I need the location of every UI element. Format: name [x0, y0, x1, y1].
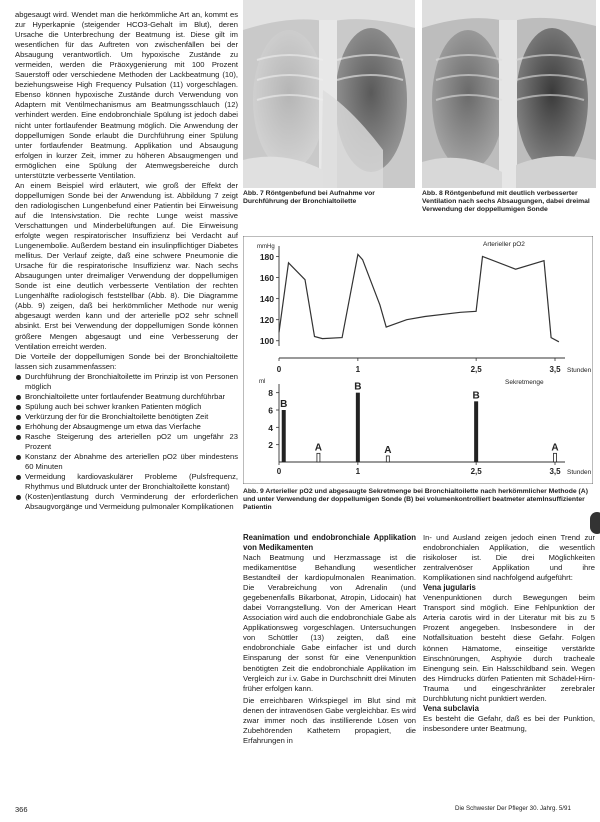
paragraph: abgesaugt wird. Wendet man die herkömmliche Art an, kommt es zur Hyperkapnie (steigender HCO3-Gehalt im Blut), deren Ursache die Unterbrechung der Beatmung ist. Diese gilt im wesentlichen für das Auftreten von zwischenfällen bei der Absaugung verantwortlich. Um hypoxische Zustände zu vermeiden, werden die Präoxygenierung mit 100 Prozent Sauerstoff oder verschiedene Methoden der Lackbeatmung (10), beziehungsweise High Frequency Pulsation (11) vorgeschlagen. Ebenso können hypoxische Zustände durch Verwendung von Adaptern mit Ventilmechanismus am Beatmungsschlauch (12) verhindert werden. Eine endobronchiale Spülung ist jedoch dabei nicht unter fortlaufender Beatmung möglich. Die Anwendung der doppellumigen Sonde erlaubt die Durchführung einer Spülung unter fortlaufender Beatmung. Applikation und Absaugung erfolgen in kurzer Zeit, immer zu höheren Absaugmengen und ermöglichen eine Spülung der Atemwegsbereiche durch unterstützte verbesserte Ventilation.: [15, 10, 238, 180]
bar-label: A: [384, 444, 392, 456]
bar-label: A: [314, 442, 323, 454]
subheading-vena-jugularis: Vena jugularis: [423, 583, 476, 593]
paragraph: Die erreichbaren Wirkspiegel im Blut sind mit denen der intravenösen Gabe vergleichbar. Es wird zwar immer noch das instillierende Lösen von Zubehörenden Kathetern propagiert, die Erfahrungen in: [243, 695, 416, 745]
list-item: Erhöhung der Absaugmenge um etwa das Vierfache: [15, 422, 238, 432]
x-tick-label-po2: 2,5: [470, 365, 482, 374]
subheading-vena-subclavia: Vena subclavia: [423, 703, 479, 713]
bar-method-a: [554, 453, 557, 462]
paragraph: Es besteht die Gefahr, daß es bei der Punktion, insbesondere unter Beatmung,: [423, 713, 595, 733]
annotation-secretion: Sekretmenge: [505, 379, 544, 386]
x-axis-label-po2: Stunden: [567, 367, 592, 374]
y-tick-label-secretion: 6: [268, 405, 273, 416]
paragraph: In- und Ausland zeigen jedoch einen Trend zur endobronchialen Applikation, die wesentlich risikoloser ist. Die drei Möglichkeiten zentralvenöser Applikation und ihre Komplikationen sind nachfolgend aufgeführt:: [423, 533, 595, 583]
list-item: Vermeidung kardiovaskulärer Probleme (Pulsfrequenz, Rhythmus und Blutdruck unter der Bronchialtoilette konstant): [15, 472, 238, 492]
figure-9-chart: [243, 236, 593, 484]
left-text-column: [15, 10, 238, 512]
x-tick-label-po2: 0: [276, 365, 282, 374]
chart-svg: [243, 236, 593, 484]
x-tick-label-po2: 1: [355, 365, 361, 374]
list-item: Bronchialtoilette unter fortlaufender Beatmung durchführbar: [15, 392, 238, 402]
y-tick-label-po2: 120: [259, 315, 274, 326]
y-tick-label-po2: 180: [259, 252, 274, 263]
y-tick-label-secretion: 2: [268, 440, 273, 451]
paragraph: Nach Beatmung und Herzmassage ist die medikamentöse Behandlung wesentlicher Bestandteil der kardiopulmonalen Reanimation. Die Verabreichung von Adrenalin (und gegebenenfalls Bikarbonat, Atropin, Lidocain) hat dabei Vorrangstellung. Von der American Heart Association wird auch die endobronchiale Gabe als Applikationsweg vorgeschlagen. Untersuchungen von Schüttler (13) zeigten, daß eine endobronchiale Gabe einfacher ist und durch Einsparung der sonst für eine Venenpunktion benötigten Zeit die endobronchiale Applikation im Vergleich zur i.v. Gabe in Durchschnitt drei Minuten früher erfolgen kann.: [243, 553, 416, 693]
xray-image-fig8: [422, 0, 596, 188]
bar-method-b: [282, 410, 286, 462]
figure-7-caption: Abb. 7 Röntgenbefund bei Aufnahme vor Durchführung der Bronchialtoilette: [243, 190, 375, 206]
x-tick-label-po2: 3,5: [549, 365, 561, 374]
bar-label: B: [472, 390, 480, 402]
y-tick-label-po2: 100: [259, 336, 274, 347]
figure-8-caption: Abb. 8 Röntgenbefund mit deutlich verbesserter Ventilation nach sechs Absaugungen, dabei dreimal Verwendung der doppellumigen Sonde: [422, 190, 590, 214]
bar-method-a: [317, 453, 320, 462]
xray-image-fig7: [243, 0, 415, 188]
list-item: Spülung auch bei schwer kranken Patienten möglich: [15, 402, 238, 412]
annotation-po2: Arterieller pO2: [483, 241, 525, 248]
list-item: (Kosten)entlastung durch Verminderung der erforderlichen Absaugvorgänge und Vermeidung pulmonaler Komplikationen: [15, 492, 238, 512]
paragraph: An einem Beispiel wird erläutert, wie groß der Effekt der doppellumigen Sonde bei der Anwendung ist. Abbildung 7 zeigt den radiologischen Lungenbefund einer Patientin bei Einweisung auf die Intensivstation. Die rechte Lunge weist massive Verschattungen und Minderbelüftungen auf. Die Einweisung erfolgte wegen respiratorischer Insuffizienz bei Verdacht auf Lungenembolie. Außerdem bestand ein insulinpflichtiger Diabetes mellitus. Der Verlauf zeigte, daß eine schwere Pneumonie die Ursache für die respiratorische Insuffizienz war. Nach sechs Absaugungen unter dreimaliger Verwendung der doppellumigen Sonde ist eine deutlich verbesserte Ventilation der rechten Lungenhälfte radiologisch feststellbar (Abb. 8). Die Diagramme (Abb. 9) zeigen, daß bei herkömmlicher Methode nur wenig abgesaugt werden kann und der arterielle pO2 sehr schnell absinkt. Erst bei Verwendung der doppellumigen Sonde können größere Mengen abgesaugt und eine Verbesserung der Ventilation erreicht werden.: [15, 180, 238, 351]
list-item: Durchführung der Bronchialtoilette im Prinzip ist von Personen möglich: [15, 372, 238, 392]
x-tick-label-secretion: 3,5: [549, 467, 561, 476]
bar-method-b: [474, 401, 478, 462]
page-number: 366: [15, 805, 28, 814]
y-axis-label-po2: mmHg: [257, 244, 275, 250]
x-axis-label-secretion: Stunden: [567, 469, 592, 476]
bar-label: B: [354, 381, 362, 393]
bar-label: B: [280, 399, 288, 410]
y-tick-label-po2: 160: [259, 273, 274, 284]
advantages-list: [15, 372, 238, 513]
y-tick-label-secretion: 4: [268, 422, 273, 433]
middle-text-column: [243, 533, 416, 746]
list-item: Rasche Steigerung des arteriellen pO2 um ungefähr 23 Prozent: [15, 432, 238, 452]
journal-footer: Die Schwester Der Pfleger 30. Jahrg. 5/91: [455, 805, 571, 812]
x-tick-label-secretion: 0: [276, 467, 282, 476]
figure-9-caption: Abb. 9 Arterieller pO2 und abgesaugte Sekretmenge bei Bronchialtoilette nach herkömmlicher Methode (A) und unter Verwendung der doppellumigen Sonde (B) bei volumenkontrolliert beatmeter atemInsuffizienter Patientin: [243, 488, 588, 512]
list-item: Konstanz der Abnahme des arteriellen pO2 über mindestens 60 Minuten: [15, 452, 238, 472]
x-tick-label-secretion: 1: [355, 467, 361, 476]
paragraph: Die Vorteile der doppellumigen Sonde bei der Bronchialtoilette lassen sich zusammenfassen:: [15, 351, 238, 371]
list-item: Verkürzung der für die Bronchialtoilette benötigten Zeit: [15, 412, 238, 422]
y-tick-label-po2: 140: [259, 294, 274, 305]
right-text-column: [423, 533, 595, 734]
bar-method-b: [356, 393, 360, 462]
section-heading: Reanimation und endobronchiale Applikation von Medikamenten: [243, 533, 416, 552]
x-tick-label-secretion: 2,5: [470, 467, 482, 476]
bar-label: A: [551, 442, 559, 454]
page-edge-tab: [590, 512, 600, 534]
y-axis-label-secretion: ml: [259, 379, 266, 385]
paragraph: Venenpunktionen durch Bewegungen beim Transport sind möglich. Eine Fehlpunktion der Arteria carotis wird in der Literatur mit bis zu 5 Prozent angegeben. Insbesondere in der Notfallsituation besteht diese Gefahr. Folgen können Hämatome, einseitige verstärkte Einschnürungen, Asphyxie durch tracheale Einengung sein. Ein Halsschildband sein. Wegen des Hirndrucks dürfen Patienten mit Schädel-Hirn-Trauma und eingeschränkter zerebraler Durchblutung nicht punktiert werden.: [423, 593, 595, 703]
bar-method-a: [386, 456, 389, 462]
y-tick-label-secretion: 8: [268, 388, 273, 399]
